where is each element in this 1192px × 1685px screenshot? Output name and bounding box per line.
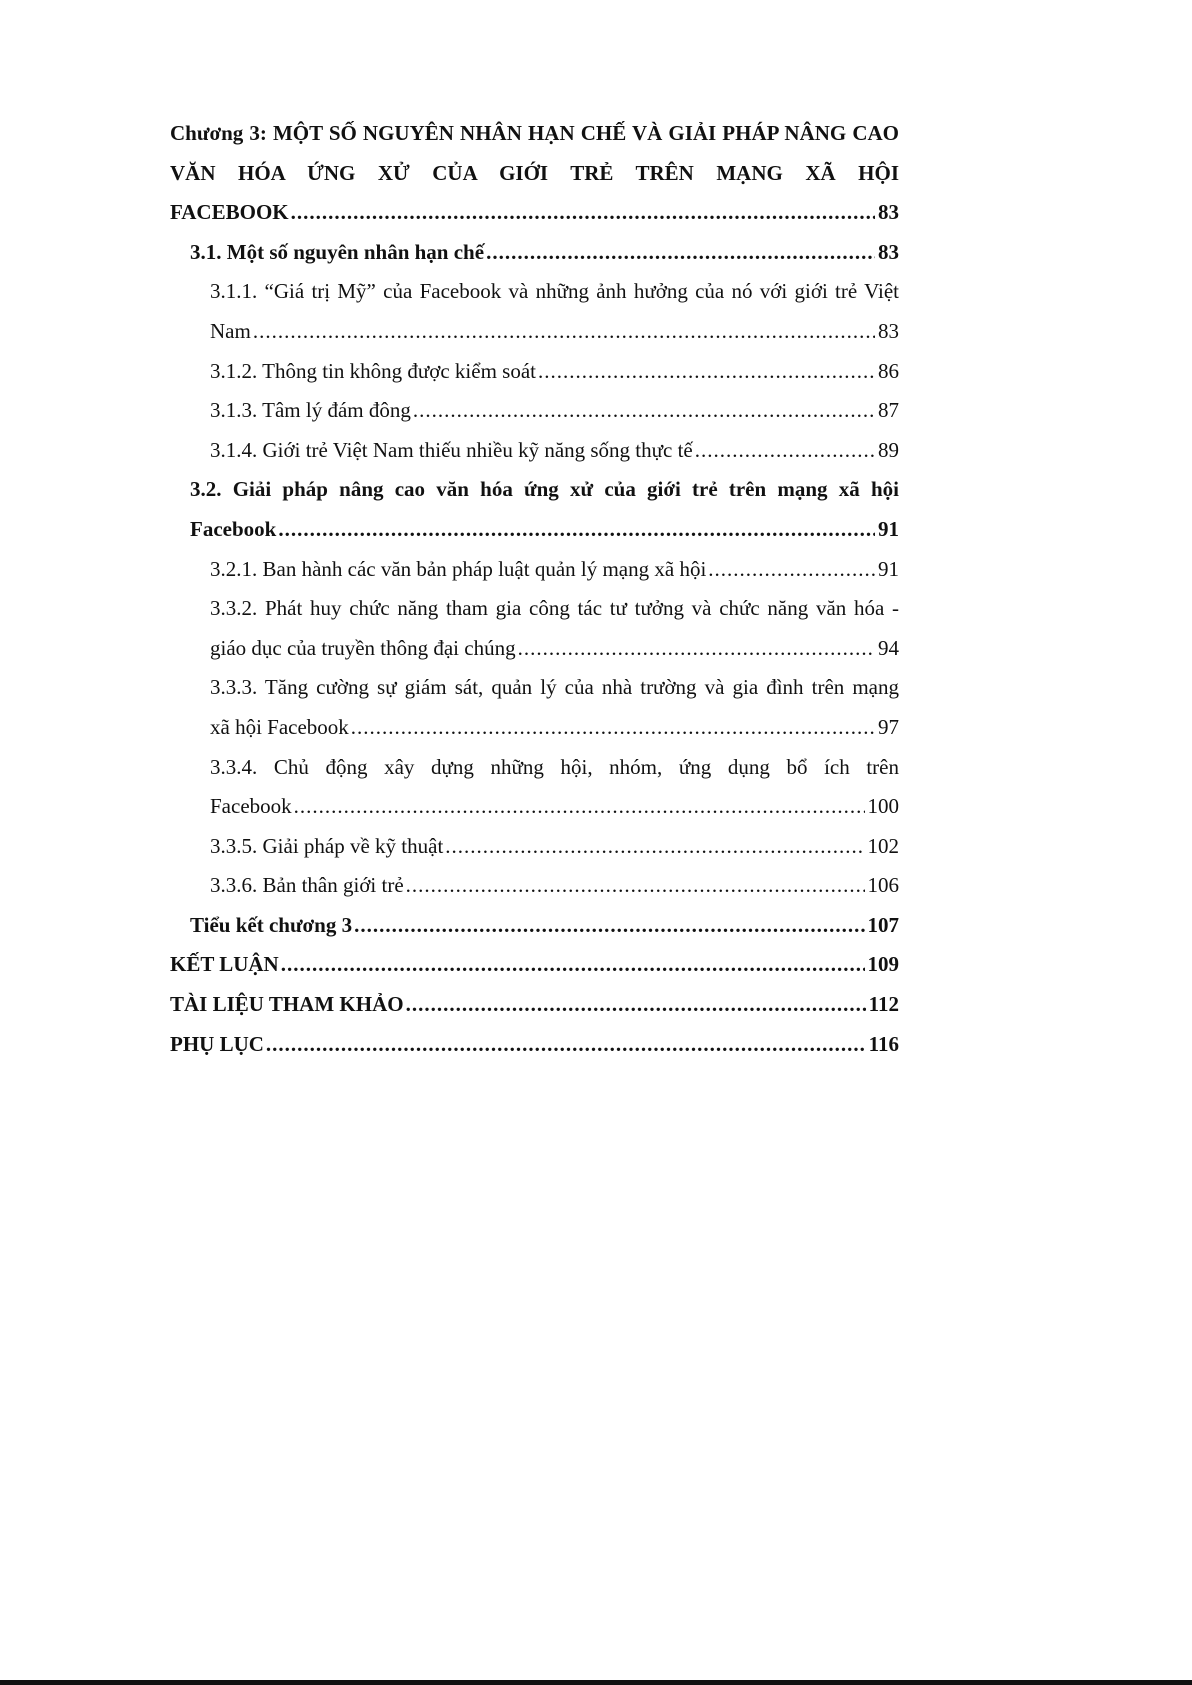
toc-entry-text: Nam	[210, 318, 251, 343]
dot-leader	[266, 1025, 866, 1065]
toc-entry-conclusion[interactable]	[170, 945, 899, 985]
toc-page-number: 86	[878, 358, 899, 383]
toc-page-number: 91	[878, 556, 899, 581]
toc-page-number: 116	[868, 1031, 899, 1056]
toc-page-number: 100	[867, 794, 899, 819]
toc-entry-text: 3.3.2. Phát huy chức năng tham gia công tác tư tưởng và chức năng văn hóa -	[210, 596, 899, 621]
toc-entry-text: Tiểu kết chương 3	[190, 912, 353, 937]
dot-leader	[413, 391, 875, 431]
toc-entry-text: Facebook	[210, 794, 292, 819]
toc-page-number: 83	[878, 239, 899, 264]
toc-entry-text: 3.3.5. Giải pháp về kỹ thuật	[210, 833, 444, 858]
dot-leader	[278, 510, 875, 550]
toc-entry-3-1-1[interactable]	[170, 272, 899, 351]
toc-entry-3-1[interactable]	[170, 233, 899, 273]
toc-entry-text: 3.1.3. Tâm lý đám đông	[210, 398, 411, 423]
dot-leader	[538, 352, 875, 392]
toc-page-number: 102	[867, 833, 899, 858]
toc-page-number: 109	[867, 952, 899, 977]
toc-entry-text: PHỤ LỤC	[170, 1031, 264, 1056]
toc-page-number: 97	[878, 714, 899, 739]
table-of-contents	[170, 114, 899, 1064]
dot-leader	[518, 629, 875, 669]
toc-page-number: 89	[878, 437, 899, 462]
toc-entry-text: 3.1.1. “Giá trị Mỹ” của Facebook và những ảnh hưởng của nó với giới trẻ Việt	[210, 279, 899, 304]
toc-entry-text: 3.1.4. Giới trẻ Việt Nam thiếu nhiều kỹ năng sống thực tế	[210, 437, 693, 462]
toc-entry-text: 3.2. Giải pháp nâng cao văn hóa ứng xử của giới trẻ trên mạng xã hội	[190, 477, 899, 502]
dot-leader	[406, 866, 865, 906]
toc-entry-3-2[interactable]	[170, 470, 899, 549]
toc-entry-text: 3.3.3. Tăng cường sự giám sát, quản lý của nhà trường và gia đình trên mạng	[210, 675, 899, 700]
page-bottom-edge	[0, 1680, 1192, 1685]
toc-entry-references[interactable]	[170, 985, 899, 1025]
toc-entry-text: TÀI LIỆU THAM KHẢO	[170, 992, 404, 1017]
dot-leader	[294, 787, 865, 827]
toc-entry-3-1-2[interactable]	[170, 352, 899, 392]
toc-page-number: 106	[867, 873, 899, 898]
toc-entry-3-2-1[interactable]	[170, 550, 899, 590]
dot-leader	[695, 431, 875, 471]
toc-entry-text: 3.1. Một số nguyên nhân hạn chế	[190, 239, 485, 264]
toc-entry-3-3-4[interactable]	[170, 748, 899, 827]
toc-entry-chapter-3[interactable]	[170, 114, 899, 233]
toc-entry-3-3-3[interactable]	[170, 668, 899, 747]
dot-leader	[708, 550, 875, 590]
dot-leader	[354, 906, 864, 946]
toc-entry-3-3-5[interactable]	[170, 827, 899, 867]
toc-entry-text: giáo dục của truyền thông đại chúng	[210, 635, 516, 660]
dot-leader	[281, 945, 865, 985]
dot-leader	[486, 233, 875, 273]
toc-entry-3-3-2[interactable]	[170, 589, 899, 668]
dot-leader	[291, 193, 875, 233]
dot-leader	[253, 312, 875, 352]
dot-leader	[445, 827, 864, 867]
toc-entry-text: Facebook	[190, 516, 277, 541]
toc-page-number: 87	[878, 398, 899, 423]
toc-page-number: 83	[878, 318, 899, 343]
dot-leader	[351, 708, 875, 748]
toc-entry-appendix[interactable]	[170, 1025, 899, 1065]
toc-entry-3-3-6[interactable]	[170, 866, 899, 906]
toc-page-number: 83	[878, 200, 899, 225]
toc-page-number: 94	[878, 635, 899, 660]
toc-entry-text: 3.3.6. Bản thân giới trẻ	[210, 873, 404, 898]
toc-entry-text: Chương 3: MỘT SỐ NGUYÊN NHÂN HẠN CHẾ VÀ GIẢI PHÁP NÂNG CAO VĂN HÓA ỨNG XỬ CỦA GIỚI TRẺ TRÊN MẠNG XÃ HỘI	[170, 121, 899, 185]
toc-entry-3-1-4[interactable]	[170, 431, 899, 471]
toc-entry-text: FACEBOOK	[170, 200, 289, 225]
toc-page-number: 112	[868, 992, 899, 1017]
toc-entry-text: KẾT LUẬN	[170, 952, 279, 977]
toc-entry-text: 3.1.2. Thông tin không được kiểm soát	[210, 358, 536, 383]
toc-entry-chapter-3-summary[interactable]	[170, 906, 899, 946]
toc-page-number: 107	[867, 912, 899, 937]
toc-entry-3-1-3[interactable]	[170, 391, 899, 431]
toc-page-number: 91	[878, 516, 899, 541]
toc-entry-text: xã hội Facebook	[210, 714, 349, 739]
toc-entry-text: 3.3.4. Chủ động xây dựng những hội, nhóm, ứng dụng bổ ích trên	[210, 754, 899, 779]
dot-leader	[406, 985, 866, 1025]
toc-entry-text: 3.2.1. Ban hành các văn bản pháp luật quản lý mạng xã hội	[210, 556, 707, 581]
